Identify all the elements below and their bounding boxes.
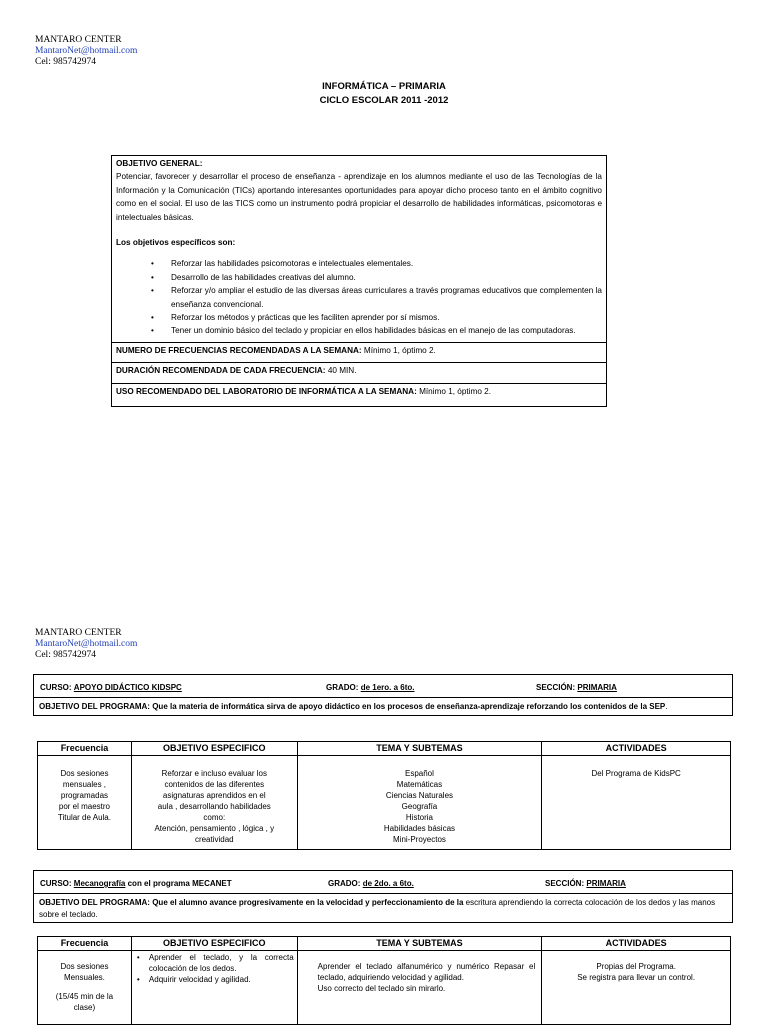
course-2-objective: OBJETIVO DEL PROGRAMA: Que el alumno avance progresivamente en la velocidad y perfeccionamiento de la escritura aprendiendo la correcta colocación de los dedos y las manos sobre el teclado. (34, 893, 732, 922)
column-header-tema: TEMA Y SUBTEMAS (297, 742, 542, 756)
general-objective-heading: OBJETIVO GENERAL: (116, 159, 203, 168)
frequency-label: NUMERO DE FRECUENCIAS RECOMENDADAS A LA SEMANA: (116, 345, 362, 355)
list-item: • Desarrollo de las habilidades creativas del alumno. (171, 271, 602, 284)
duration-row (112, 362, 606, 382)
tema-cell: Español Matemáticas Ciencias Naturales Geografía Historia Habilidades básicas Mini-Proyectos (297, 756, 542, 850)
lab-usage-label: USO RECOMENDADO DEL LABORATORIO DE INFORMÁTICA A LA SEMANA: (116, 386, 417, 396)
specific-objectives-list (116, 257, 602, 337)
title-line-1: INFORMÁTICA – PRIMARIA (322, 81, 446, 92)
email-link[interactable]: MantaroNet@hotmail.com (35, 639, 138, 649)
lab-usage-row (112, 383, 606, 406)
email-link[interactable]: MantaroNet@hotmail.com (35, 46, 138, 56)
column-header-frecuencia: Frecuencia (38, 742, 132, 756)
frecuencia-cell: Dos sesiones mensuales , programadas por el maestro Titular de Aula. (38, 756, 132, 850)
column-header-actividades: ACTIVIDADES (542, 937, 731, 951)
column-header-tema: TEMA Y SUBTEMAS (297, 937, 542, 951)
company-name: MANTARO CENTER (35, 35, 122, 45)
frequency-value: Mínimo 1, óptimo 2. (361, 345, 436, 355)
duration-value: 40 MIN. (325, 366, 357, 376)
course-1-curso: CURSO: APOYO DIDÁCTICO KIDSPC (40, 683, 182, 692)
course-1-table (37, 741, 731, 850)
duration-label: DURACIÓN RECOMENDADA DE CADA FRECUENCIA: (116, 366, 326, 376)
list-item: • Adquirir velocidad y agilidad. (149, 974, 294, 985)
actividades-cell: Del Programa de KidsPC (542, 756, 731, 850)
phone-number: Cel: 985742974 (35, 57, 96, 67)
course-2-curso: CURSO: Mecanografía con el programa MECANET (40, 879, 232, 888)
column-header-frecuencia: Frecuencia (38, 937, 132, 951)
list-item: • Aprender el teclado, y la correcta colocación de los dedos. (149, 952, 294, 974)
frecuencia-cell: Dos sesiones Mensuales. (15/45 min de la clase) (38, 951, 132, 1025)
list-item: • Tener un dominio básico del teclado y propiciar en ellos habilidades básicas en el manejo de las computadoras. (171, 324, 602, 337)
frequency-row (112, 342, 606, 362)
objetivo-cell (131, 951, 297, 1025)
letterhead-2 (35, 628, 137, 661)
table-row (38, 756, 731, 850)
specific-objectives-heading: Los objetivos específicos son: (116, 238, 236, 248)
document-title (0, 80, 768, 108)
table-row (38, 951, 731, 1025)
title-line-2: CICLO ESCOLAR 2011 -2012 (319, 95, 449, 106)
general-objective-text: Potenciar, favorecer y desarrollar el proceso de enseñanza - aprendizaje en los alumnos mediante el uso de las Tecnologías de la Información y la Comunicación (TICs) aportando interesantes oportunidades para apoyar dicho proceso tanto en el ámbito cognitivo como en el social. El uso de las TICS como un instrumento podrá propiciar el desarrollo de habilidades informáticas, psicomotoras e intelectuales básicas. (116, 172, 602, 222)
tema-cell: Aprender el teclado alfanumérico y numérico Repasar el teclado, adquiriendo velocidad y agilidad. Uso correcto del teclado sin mirarlo. (297, 951, 542, 1025)
course-2-box (33, 870, 733, 923)
objectives-box (111, 155, 607, 407)
letterhead (35, 35, 137, 68)
column-header-objetivo: OBJETIVO ESPECIFICO (131, 742, 297, 756)
lab-usage-value: Mínimo 1, óptimo 2. (416, 386, 491, 396)
phone-number: Cel: 985742974 (35, 650, 96, 660)
objetivo-cell: Reforzar e incluso evaluar los contenidos de las diferentes asignaturas aprendidos en el aula , desarrollando habilidades como: Atención, pensamiento , lógica , y creatividad (131, 756, 297, 850)
course-1-seccion: SECCIÓN: PRIMARIA (536, 683, 617, 692)
column-header-objetivo: OBJETIVO ESPECIFICO (131, 937, 297, 951)
column-header-actividades: ACTIVIDADES (542, 742, 731, 756)
course-2-grado: GRADO: de 2do. a 6to. (328, 879, 414, 888)
course-1-objective: OBJETIVO DEL PROGRAMA: Que la materia de informática sirva de apoyo didáctico en los procesos de enseñanza-aprendizaje reforzando los contenidos de la SEP. (34, 697, 732, 715)
course-2-seccion: SECCIÓN: PRIMARIA (545, 879, 626, 888)
actividades-cell: Propias del Programa. Se registra para llevar un control. (542, 951, 731, 1025)
company-name: MANTARO CENTER (35, 628, 122, 638)
list-item: • Reforzar y/o ampliar el estudio de las diversas áreas curriculares a través programas educativos que complementen la enseñanza convencional. (171, 284, 602, 311)
course-1-box (33, 674, 733, 716)
course-2-table (37, 936, 731, 1025)
course-1-grado: GRADO: de 1ero. a 6to. (326, 683, 415, 692)
list-item: • Reforzar las habilidades psicomotoras e intelectuales elementales. (171, 257, 602, 270)
list-item: • Reforzar los métodos y prácticas que les faciliten aprender por sí mismos. (171, 311, 602, 324)
